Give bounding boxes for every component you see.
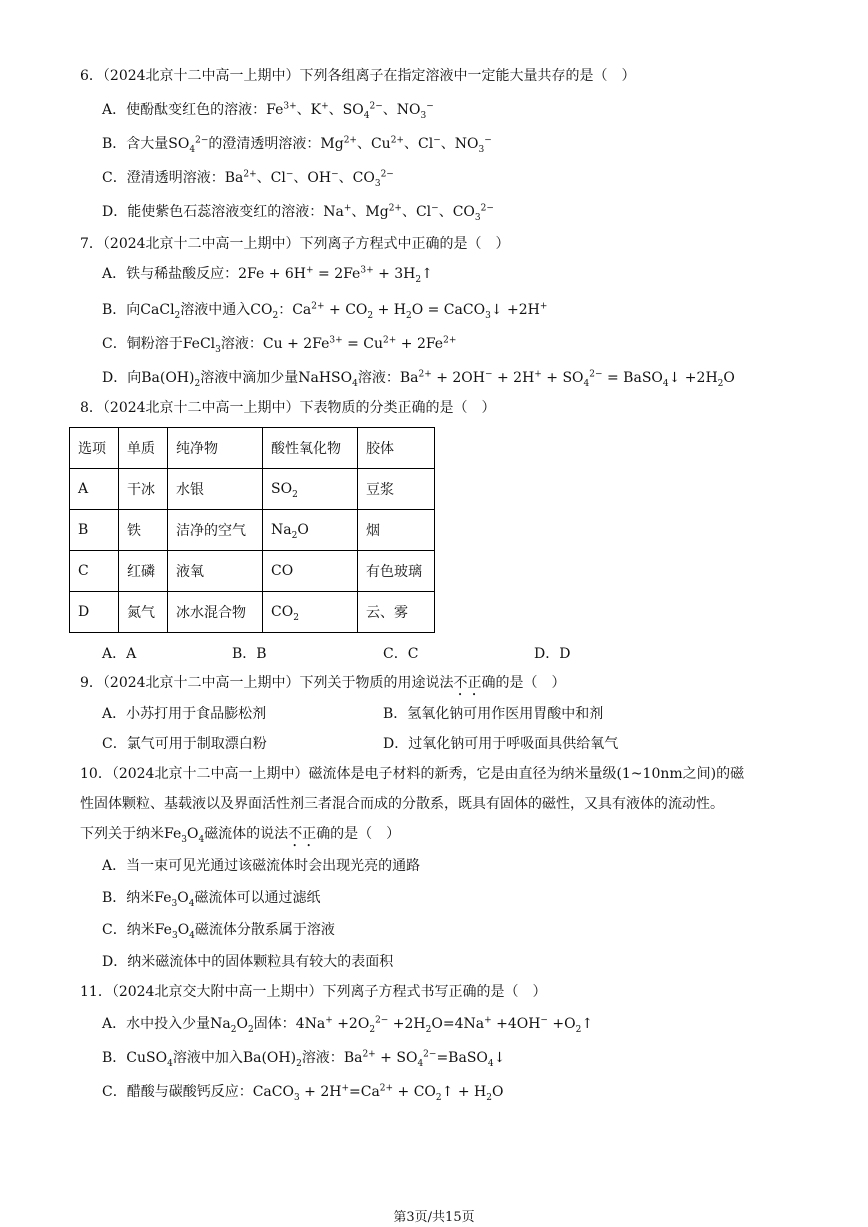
q11-option-c: C．醋酸与碳酸钙反应：CaCO$_3$ + $2H^+=Ca^{2+}$ + $CO_2↑ + H_2O$	[102, 1083, 504, 1103]
q9-option-d: D．过氧化钠可用于呼吸面具供给氧气	[383, 736, 619, 752]
table-cell: 水银	[168, 469, 263, 510]
q10-stem-line2: 性固体颗粒、基载液以及界面活性剂三者混合而成的分散系，既具有固体的磁性，又具有液体的流动性。	[80, 796, 724, 812]
table-cell: 洁净的空气	[168, 510, 263, 551]
q11-option-b: B．CuSO$_4$溶液中加入$Ba(OH)_2$溶液：$Ba^{2+}$ + $SO_4^{2-}=BaSO_4↓$	[102, 1049, 506, 1069]
table-cell-formula: $Na_2O$	[263, 510, 358, 551]
table-cell: 豆浆	[358, 469, 435, 510]
q7-option-d: D．向$Ba(OH)_2$溶液中滴加少量NaHSO$_4$溶液：$Ba^{2+} + 2OH^- + 2H^+ + SO_4^{2-}$ = BaSO$_4$↓ $+2H_2O$	[102, 369, 735, 389]
q6-stem: 6．（2024北京十二中高一上期中）下列各组离子在指定溶液中一定能大量共存的是（ ）	[80, 68, 636, 84]
q6-option-d: D．能使紫色石蕊溶液变红的溶液：Na+、$Mg^{2+}$、Cl−、$CO_3^{2-}$	[102, 203, 494, 223]
table-header: 胶体	[358, 428, 435, 469]
table-row	[70, 592, 435, 633]
table-cell-formula: $SO_2$	[263, 469, 358, 510]
table-cell: CO	[263, 551, 358, 592]
table-cell: 干冰	[119, 469, 168, 510]
q8-option-d: D．D	[534, 646, 571, 662]
q6-option-c: C．澄清透明溶液：$Ba^{2+}$、Cl−、OH−、$CO_3^{2-}$	[102, 169, 394, 189]
q10-option-b: B．纳米$Fe_3O_4$磁流体可以通过滤纸	[102, 890, 321, 909]
q11-stem: 11．（2024北京交大附中高一上期中）下列离子方程式书写正确的是（ ）	[80, 984, 547, 1000]
table-cell: 液氧	[168, 551, 263, 592]
table-row	[70, 510, 435, 551]
table-header: 选项	[70, 428, 119, 469]
q8-stem: 8．（2024北京十二中高一上期中）下表物质的分类正确的是（ ）	[80, 400, 496, 416]
q10-stem-line1: 10．（2024北京十二中高一上期中）磁流体是电子材料的新秀，它是由直径为纳米量级(1~10nm之间)的磁	[80, 766, 745, 782]
page-number: 第3页/共15页	[393, 1210, 475, 1225]
table-header: 单质	[119, 428, 168, 469]
q7-option-a: A．铁与稀盐酸反应：$2Fe + 6H^+ = 2Fe^{3+}$ + $3H_2↑$	[102, 265, 433, 285]
table-header: 纯净物	[168, 428, 263, 469]
q10-option-c: C．纳米$Fe_3O_4$磁流体分散系属于溶液	[102, 922, 335, 941]
q7-option-c: C．铜粉溶于FeCl$_3$溶液：$Cu + 2Fe^{3+} = Cu^{2+} + 2Fe^{2+}$	[102, 335, 457, 355]
table-header: 酸性氧化物	[263, 428, 358, 469]
table-cell: 云、雾	[358, 592, 435, 633]
q9-option-b: B．氢氧化钠可用作医用胃酸中和剂	[383, 706, 604, 722]
q9-stem: 9．（2024北京十二中高一上期中）下列关于物质的用途说法不正确的是（ ）	[80, 675, 566, 691]
q9-option-c: C．氯气可用于制取漂白粉	[102, 736, 267, 752]
q8-option-a: A．A	[102, 646, 137, 662]
table-cell: 氮气	[119, 592, 168, 633]
table-cell: 冰水混合物	[168, 592, 263, 633]
q9-option-a: A．小苏打用于食品膨松剂	[102, 706, 267, 722]
q10-stem-line3: 下列关于纳米$Fe_3O_4$磁流体的说法不正确的是（ ）	[80, 826, 401, 845]
q10-option-a: A．当一束可见光通过该磁流体时会出现光亮的通路	[102, 858, 421, 874]
q7-stem: 7．（2024北京十二中高一上期中）下列离子方程式中正确的是（ ）	[80, 236, 510, 252]
table-cell: 红磷	[119, 551, 168, 592]
table-cell: 铁	[119, 510, 168, 551]
q6-option-b: B．含大量$SO_4^{2-}$的澄清透明溶液：$Mg^{2+}$、$Cu^{2+}$、Cl−、$NO_3^-$	[102, 135, 492, 155]
q6-option-a: A．使酚酞变红色的溶液：$Fe^{3+}$、K+、$SO_4^{2-}$、$NO_3^-$	[102, 101, 434, 121]
table-row	[70, 551, 435, 592]
table-row	[70, 469, 435, 510]
table-cell: D	[70, 592, 119, 633]
table-header-row	[70, 428, 435, 469]
q10-option-d: D．纳米磁流体中的固体颗粒具有较大的表面积	[102, 954, 394, 970]
table-cell-formula: $CO_2$	[263, 592, 358, 633]
table-cell: A	[70, 469, 119, 510]
table-cell: B	[70, 510, 119, 551]
q7-option-b: B．向CaCl$_2$溶液中通入$CO_2$：$Ca^{2+} + CO_2 + H_2O$ = CaCO$_3$↓ +2H+	[102, 301, 548, 321]
classification-table	[69, 427, 435, 633]
q11-option-a: A．水中投入少量$Na_2O_2$固体：$4Na^+ +2O_2^{2-} +2H_2O=4Na^+ +4OH^-$ $+O_2↑$	[102, 1015, 594, 1035]
table-cell: 烟	[358, 510, 435, 551]
table-cell: 有色玻璃	[358, 551, 435, 592]
table-cell: C	[70, 551, 119, 592]
q8-option-c: C．C	[383, 646, 419, 662]
q8-option-b: B．B	[232, 646, 267, 662]
